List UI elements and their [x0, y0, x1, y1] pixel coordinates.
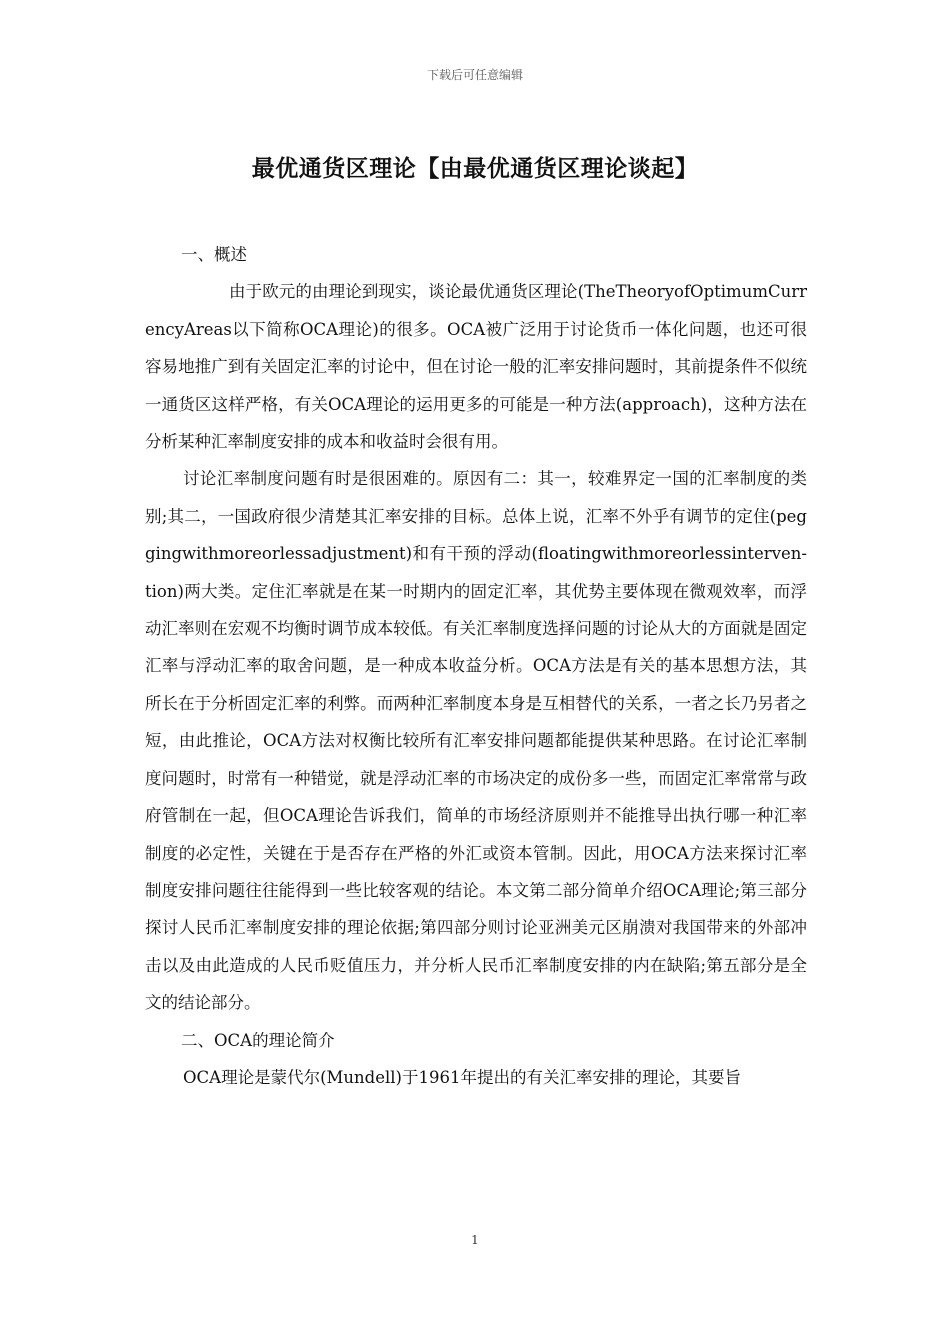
section-heading: 二、OCA的理论简介	[181, 1030, 335, 1050]
paragraph: 由于欧元的由理论到现实，谈论最优通货区理论(TheTheoryofOptimumCurrencyAreas以下简称OCA理论)的很多。OCA被广泛用于讨论货币一体化问题，也还可很容易地推广到有关固定汇率的讨论中，但在讨论一般的汇率安排问题时，其前提条件不似统一通货区这样严格，有关OCA理论的运用更多的可能是一种方法(approach)，这种方法在分析某种汇率制度安排的成本和收益时会很有用。	[145, 282, 807, 452]
document-title: 最优通货区理论【由最优通货区理论谈起】	[251, 156, 699, 182]
paragraph: OCA理论是蒙代尔(Mundell)于1961年提出的有关汇率安排的理论，其要旨	[183, 1067, 741, 1087]
document-body	[145, 236, 807, 1096]
section-heading: 一、概述	[181, 245, 247, 264]
page-header-note: 下载后可任意编辑	[426, 68, 523, 82]
paragraph: 讨论汇率制度问题有时是很困难的。原因有二：其一，较难界定一国的汇率制度的类别;其二，一国政府很少清楚其汇率安排的目标。总体上说，汇率不外乎有调节的定住(peggingwithmoreorlessadjustment)和有干预的浮动(floatingwithmoreorlessinterven-tion)两大类。定住汇率就是在某一时期内的固定汇率，其优势主要体现在微观效率，而浮动汇率则在宏观不均衡时调节成本较低。有关汇率制度选择问题的讨论从大的方面就是固定汇率与浮动汇率的取舍问题，是一种成本收益分析。OCA方法是有关的基本思想方法，其所长在于分析固定汇率的利弊。而两种汇率制度本身是互相替代的关系，一者之长乃另者之短，由此推论，OCA方法对权衡比较所有汇率安排问题都能提供某种思路。在讨论汇率制度问题时，时常有一种错觉，就是浮动汇率的市场决定的成份多一些，而固定汇率常常与政府管制在一起，但OCA理论告诉我们，简单的市场经济原则并不能推导出执行哪一种汇率制度的必定性，关键在于是否存在严格的外汇或资本管制。因此，用OCA方法来探讨汇率制度安排问题往往能得到一些比较客观的结论。本文第二部分简单介绍OCA理论;第三部分探讨人民币汇率制度安排的理论依据;第四部分则讨论亚洲美元区崩溃对我国带来的外部冲击以及由此造成的人民币贬值压力，并分析人民币汇率制度安排的内在缺陷;第五部分是全文的结论部分。	[145, 469, 807, 1013]
page-number: 1	[471, 1233, 479, 1247]
